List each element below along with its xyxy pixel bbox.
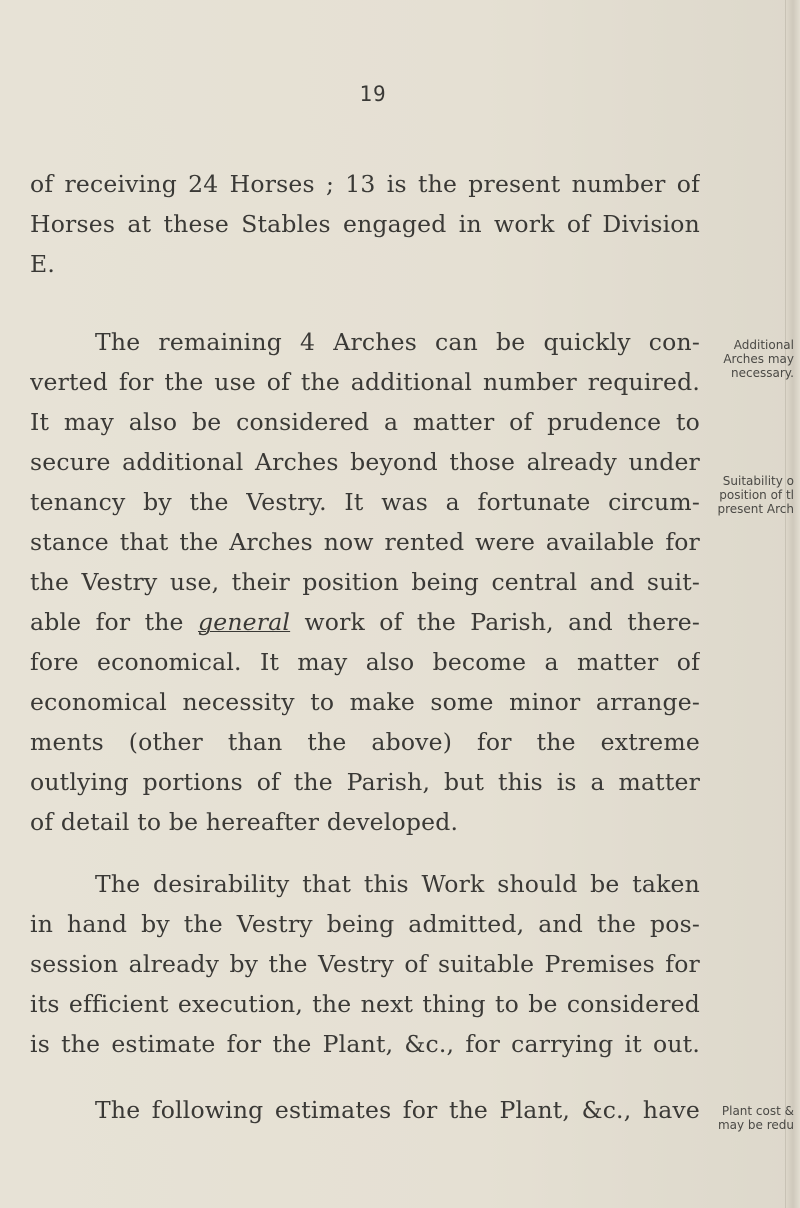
text-line: The remaining 4 Arches can be quickly con- — [95, 328, 700, 356]
text-line: its efficient execution, the next thing to be considered — [30, 990, 700, 1018]
margin-note-line: may be redu — [717, 1118, 794, 1132]
text-line: of detail to be hereafter developed. — [30, 808, 459, 836]
text-segment: work of the Parish, and there- — [290, 608, 700, 636]
page-edge — [785, 0, 800, 1208]
text-line: It may also be considered a matter of prudence to — [30, 408, 700, 436]
margin-note-suitability — [698, 474, 794, 516]
text-line: economical necessity to make some minor arrange- — [30, 688, 700, 716]
margin-note-line: Suitability o — [722, 474, 794, 488]
text-line: outlying portions of the Parish, but this is a matter — [30, 768, 700, 796]
margin-note-plant-cost — [698, 1104, 794, 1132]
text-line: session already by the Vestry of suitable Premises for — [30, 950, 700, 978]
paragraph-1 — [30, 164, 700, 284]
text-segment: able for the — [30, 608, 198, 636]
text-line: The desirability that this Work should be taken — [95, 870, 700, 898]
margin-note-line: Plant cost & — [721, 1104, 794, 1118]
text-line: The following estimates for the Plant, &c., have — [95, 1096, 700, 1124]
margin-note-line: present Arch — [717, 502, 794, 516]
text-line: fore economical. It may also become a matter of — [30, 648, 700, 676]
text-line: verted for the use of the additional number required. — [30, 368, 700, 396]
margin-note-line: necessary. — [731, 366, 794, 380]
margin-note-line: Arches may — [723, 352, 794, 366]
text-line: of receiving 24 Horses ; 13 is the present number of — [30, 170, 700, 198]
text-line: is the estimate for the Plant, &c., for carrying it out. — [30, 1030, 700, 1058]
text-line — [30, 602, 700, 642]
text-line: secure additional Arches beyond those already under — [30, 448, 700, 476]
page-number: 19 — [359, 82, 387, 106]
emphasized-word: general — [197, 608, 291, 636]
text-line: ments (other than the above) for the extreme — [30, 728, 700, 756]
text-line: Horses at these Stables engaged in work of Division — [30, 210, 700, 238]
margin-note-additional-arches — [698, 338, 794, 380]
text-line: the Vestry use, their position being central and suit- — [30, 568, 700, 596]
text-line: stance that the Arches now rented were available for — [30, 528, 700, 556]
margin-note-line: position of tl — [719, 488, 794, 502]
paragraph-4 — [30, 1090, 700, 1130]
text-line: in hand by the Vestry being admitted, and the pos- — [30, 910, 700, 938]
text-line: tenancy by the Vestry. It was a fortunate circum- — [30, 488, 700, 516]
margin-note-line: Additional — [733, 338, 794, 352]
paragraph-2 — [30, 322, 700, 842]
text-line: E. — [30, 250, 56, 278]
paragraph-3 — [30, 864, 700, 1064]
